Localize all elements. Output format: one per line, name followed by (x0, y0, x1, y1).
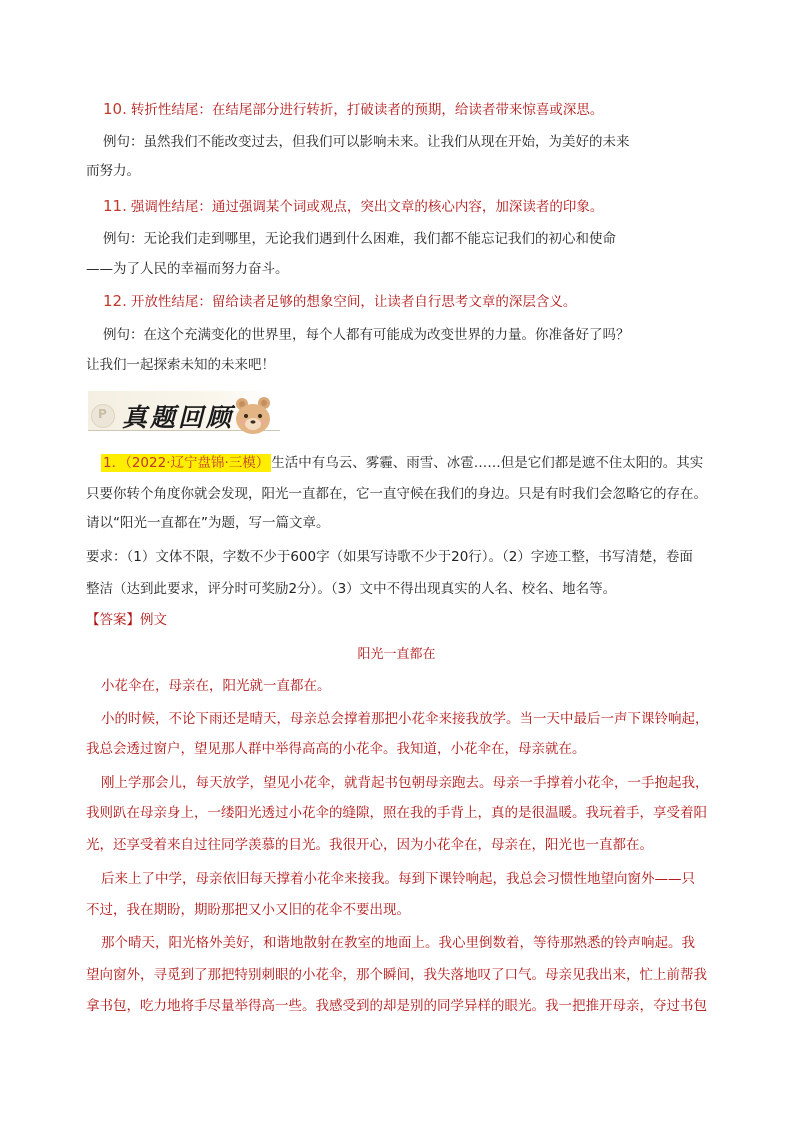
essay-line: 刚上学那会儿，每天放学，望见小花伞，就背起书包朝母亲跑去。母亲一手撑着小花伞，一手抱起我， (101, 775, 709, 791)
question-line-1 (101, 454, 703, 472)
section-title: 真题回顾 (122, 403, 235, 432)
technique-label: 转折性结尾： (130, 102, 212, 118)
technique-11-example-line-2: ——为了人民的幸福而努力奋斗。 (86, 261, 289, 277)
answer-tag: 【答案】 (86, 612, 140, 628)
technique-description: 留给读者足够的想象空间，让读者自行思考文章的深层含义。 (211, 294, 577, 310)
technique-number: 12. (103, 292, 127, 310)
technique-10-example-line-2: 而努力。 (86, 163, 140, 179)
essay-title: 阳光一直都在 (357, 647, 436, 662)
essay-line: 我总会透过窗户，望见那人群中举得高高的小花伞。我知道，小花伞在，母亲就在。 (86, 741, 586, 757)
technique-description: 通过强调某个词或观点，突出文章的核心内容，加深读者的印象。 (211, 199, 604, 215)
technique-12-heading (103, 292, 576, 311)
technique-10-heading (103, 100, 603, 119)
essay-line: 拿书包，吃力地将手尽量举得高一些。我感受到的却是别的同学异样的眼光。我一把推开母亲，夺过书包 (86, 998, 707, 1014)
answer-header (86, 611, 167, 629)
technique-11-heading (103, 197, 603, 216)
essay-line: 我则趴在母亲身上，一缕阳光透过小花伞的缝隙，照在我的手背上，真的是很温暖。我玩着手，享受着阳 (86, 805, 707, 821)
technique-10-example-line-1: 例句：虽然我们不能改变过去，但我们可以影响未来。让我们从现在开始，为美好的未来 (103, 134, 630, 150)
technique-label: 强调性结尾： (130, 199, 212, 215)
technique-number: 10. (103, 100, 127, 118)
essay-line: 不过，我在期盼，期盼那把又小又旧的花伞不要出现。 (86, 902, 410, 918)
essay-line: 光，还享受着来自过往同学羡慕的目光。我很开心，因为小花伞在，母亲在，阳光也一直都在。 (86, 837, 653, 853)
question-source-badge: 1．（2022·辽宁盘锦·三模） (103, 455, 270, 471)
question-line-4: 要求：（1）文体不限，字数不少于600字（如果写诗歌不少于20行）。（2）字迹工整，书写清楚，卷面 (86, 549, 693, 565)
question-line-2: 只要你转个角度你就会发现，阳光一直都在，它一直守候在我们的身边。只是有时我们会忽略它的存在。 (86, 486, 707, 502)
question-text: 生活中有乌云、雾霾、雨雪、冰雹……但是它们都是遮不住太阳的。其实 (271, 455, 704, 471)
answer-tag-suffix: 例文 (140, 612, 167, 628)
question-line-3: 请以“阳光一直都在”为题，写一篇文章。 (86, 515, 330, 531)
essay-line: 小的时候，不论下雨还是晴天，母亲总会撑着那把小花伞来接我放学。当一天中最后一声下课铃响起， (101, 711, 709, 727)
essay-line: 那个晴天，阳光格外美好，和谐地散射在教室的地面上。我心里倒数着，等待那熟悉的铃声响起。我 (101, 935, 695, 951)
technique-12-example-line-2: 让我们一起探索未知的未来吧！ (86, 357, 275, 373)
technique-12-example-line-1: 例句：在这个充满变化的世界里，每个人都有可能成为改变世界的力量。你准备好了吗？ (103, 327, 630, 343)
essay-line: 望向窗外，寻觅到了那把特别刺眼的小花伞，那个瞬间，我失落地叹了口气。母亲见我出来，忙上前帮我 (86, 967, 707, 983)
essay-line: 小花伞在，母亲在，阳光就一直都在。 (101, 678, 331, 694)
bear-mascot-icon (233, 395, 275, 435)
technique-description: 在结尾部分进行转折，打破读者的预期，给读者带来惊喜或深思。 (211, 102, 604, 118)
technique-number: 11. (103, 197, 127, 215)
technique-11-example-line-1: 例句：无论我们走到哪里，无论我们遇到什么困难，我们都不能忘记我们的初心和使命 (103, 231, 616, 247)
logo-letter: P (98, 407, 107, 421)
technique-label: 开放性结尾： (130, 294, 212, 310)
question-line-5: 整洁（达到此要求，评分时可奖励2分）。（3）文中不得出现真实的人名、校名、地名等。 (86, 581, 617, 597)
essay-line: 后来上了中学，母亲依旧每天撑着小花伞来接我。每到下课铃响起，我总会习惯性地望向窗外——只 (101, 871, 695, 887)
